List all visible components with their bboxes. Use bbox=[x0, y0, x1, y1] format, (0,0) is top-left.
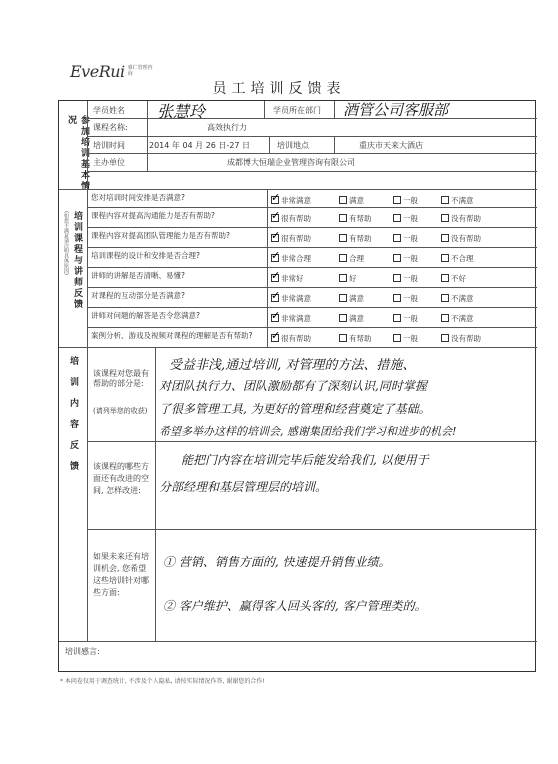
option-label: 很有帮助 bbox=[281, 234, 311, 243]
option-3-3[interactable] bbox=[393, 233, 418, 244]
option-4-3[interactable] bbox=[393, 253, 418, 264]
option-8-2[interactable] bbox=[339, 333, 372, 344]
option-label: 不满意 bbox=[451, 314, 474, 323]
checkbox[interactable] bbox=[441, 334, 449, 342]
checkbox[interactable] bbox=[339, 254, 347, 262]
answer3-line2: ② 客户维护、赢得客人回头客的, 客户管理类的。 bbox=[163, 599, 427, 613]
question-8: 案例分析、游戏及视频对课程的理解是否有帮助? bbox=[91, 331, 253, 340]
option-label: 满意 bbox=[349, 314, 364, 323]
option-3-4[interactable] bbox=[441, 233, 481, 244]
checkbox[interactable] bbox=[393, 314, 401, 322]
option-7-2[interactable] bbox=[339, 313, 364, 324]
question-4: 培训课程的设计和安排是否合理? bbox=[91, 251, 200, 260]
option-label: 没有帮助 bbox=[451, 214, 481, 223]
checkbox[interactable] bbox=[393, 334, 401, 342]
checkbox[interactable] bbox=[393, 254, 401, 262]
option-label: 一般 bbox=[403, 254, 418, 263]
answer2-line2: 分部经理和基层管理层的培训。 bbox=[159, 480, 328, 494]
question-3: 课程内容对提高团队管理能力是否有帮助? bbox=[91, 231, 230, 240]
option-6-1[interactable] bbox=[271, 293, 311, 304]
option-label: 有帮助 bbox=[349, 234, 372, 243]
checkbox[interactable] bbox=[441, 214, 449, 222]
option-label: 非常满意 bbox=[281, 314, 311, 323]
q2-text: 该课程的哪些方面还有改进的空间, 怎样改进: bbox=[93, 462, 149, 495]
option-7-1[interactable] bbox=[271, 313, 311, 324]
checkbox[interactable] bbox=[441, 314, 449, 322]
checkbox[interactable] bbox=[339, 214, 347, 222]
option-2-1[interactable] bbox=[271, 213, 311, 224]
dept-label: 学员所在部门 bbox=[273, 106, 321, 115]
checkbox[interactable] bbox=[271, 196, 279, 204]
option-label: 很有帮助 bbox=[281, 214, 311, 223]
option-label: 没有帮助 bbox=[451, 334, 481, 343]
checkbox[interactable] bbox=[393, 294, 401, 302]
option-2-2[interactable] bbox=[339, 213, 372, 224]
answer1-line3: 了很多管理工具, 为更好的管理和经营奠定了基础。 bbox=[159, 402, 431, 416]
question-1: 您对培训时间安排是否满意? bbox=[91, 193, 185, 202]
option-label: 满意 bbox=[349, 196, 364, 205]
answer1-line4: 希望多举办这样的培训会, 感谢集团给我们学习和进步的机会! bbox=[159, 425, 457, 438]
time-label: 培训时间 bbox=[93, 141, 125, 150]
q1-note: (请列举您的收获) bbox=[93, 407, 148, 415]
option-label: 有帮助 bbox=[349, 214, 372, 223]
option-label: 一般 bbox=[403, 274, 418, 283]
section1-label: 参加培训基本情况 bbox=[66, 115, 89, 192]
checkbox[interactable] bbox=[339, 334, 347, 342]
checkbox[interactable] bbox=[441, 294, 449, 302]
option-label: 有帮助 bbox=[349, 334, 372, 343]
feedback-form bbox=[58, 100, 536, 672]
option-2-4[interactable] bbox=[441, 213, 481, 224]
option-5-1[interactable] bbox=[271, 273, 304, 284]
option-6-2[interactable] bbox=[339, 293, 364, 304]
option-5-3[interactable] bbox=[393, 273, 418, 284]
answer1-line2: 对团队执行力、团队激励都有了深刻认识,同时掌握 bbox=[159, 379, 427, 393]
checkbox[interactable] bbox=[441, 196, 449, 204]
option-label: 一般 bbox=[403, 334, 418, 343]
answer1-line1: 受益非浅,通过培训, 对管理的方法、措施、 bbox=[169, 358, 416, 373]
student-name-label: 学员姓名 bbox=[93, 106, 125, 115]
option-2-3[interactable] bbox=[393, 213, 418, 224]
checkbox[interactable] bbox=[271, 214, 279, 222]
option-label: 非常满意 bbox=[281, 196, 311, 205]
course-value: 高效执行力 bbox=[207, 123, 247, 132]
option-4-1[interactable] bbox=[271, 253, 311, 264]
answer2-line1: 能把门内容在培训完毕后能发给我们, 以便用于 bbox=[181, 453, 429, 467]
dept-value: 酒管公司客服部 bbox=[343, 101, 449, 119]
option-label: 非常满意 bbox=[281, 294, 311, 303]
checkbox[interactable] bbox=[271, 334, 279, 342]
checkbox[interactable] bbox=[271, 274, 279, 282]
option-label: 不满意 bbox=[451, 294, 474, 303]
checkbox[interactable] bbox=[339, 314, 347, 322]
q3-text: 如果未来还有培训机会, 您希望这些培训针对哪些方面: bbox=[93, 552, 149, 597]
option-label: 一般 bbox=[403, 314, 418, 323]
option-label: 合理 bbox=[349, 254, 364, 263]
page-title: 员工培训反馈表 bbox=[212, 81, 346, 97]
option-label: 没有帮助 bbox=[451, 234, 481, 243]
checkbox[interactable] bbox=[393, 234, 401, 242]
section4-label: 培训感言: bbox=[65, 647, 100, 656]
option-label: 好 bbox=[349, 274, 357, 283]
option-label: 满意 bbox=[349, 294, 364, 303]
place-value: 重庆市天来大酒店 bbox=[359, 141, 423, 150]
checkbox[interactable] bbox=[339, 274, 347, 282]
answer3-line1: ① 营销、销售方面的, 快速提升销售业绩。 bbox=[163, 555, 391, 569]
question-6: 对课程的互动部分是否满意? bbox=[91, 291, 185, 300]
option-8-1[interactable] bbox=[271, 333, 311, 344]
option-label: 不好 bbox=[451, 274, 466, 283]
place-label: 培训地点 bbox=[277, 141, 309, 150]
checkbox[interactable] bbox=[441, 234, 449, 242]
option-label: 不合理 bbox=[451, 254, 474, 263]
option-5-2[interactable] bbox=[339, 273, 357, 284]
checkbox[interactable] bbox=[271, 234, 279, 242]
option-1-3[interactable] bbox=[393, 195, 418, 206]
section3-label: 培训内容反馈 bbox=[68, 356, 78, 482]
checkbox[interactable] bbox=[339, 196, 347, 204]
option-5-4[interactable] bbox=[441, 273, 466, 284]
section2-note: (如您不满意请注明具体原因) bbox=[63, 211, 69, 275]
time-value: 2014 年 04 月 26 日-27 日 bbox=[149, 141, 251, 150]
option-label: 一般 bbox=[403, 234, 418, 243]
option-label: 不满意 bbox=[451, 196, 474, 205]
checkbox[interactable] bbox=[271, 314, 279, 322]
checkbox[interactable] bbox=[393, 196, 401, 204]
checkbox[interactable] bbox=[339, 294, 347, 302]
checkbox[interactable] bbox=[339, 234, 347, 242]
option-8-3[interactable] bbox=[393, 333, 418, 344]
logo-brand: EveRui bbox=[70, 61, 125, 81]
question-2: 课程内容对提高沟通能力是否有帮助? bbox=[91, 211, 215, 220]
option-6-4[interactable] bbox=[441, 293, 474, 304]
organizer-value: 成都博大恒瑞企业管理咨询有限公司 bbox=[227, 158, 355, 167]
checkbox[interactable] bbox=[271, 254, 279, 262]
section2-label: 培训课程与讲师反馈 bbox=[72, 211, 82, 310]
option-4-4[interactable] bbox=[441, 253, 474, 264]
q1-text: 该课程对您最有帮助的部分是: bbox=[93, 369, 149, 388]
checkbox[interactable] bbox=[271, 294, 279, 302]
option-label: 很有帮助 bbox=[281, 334, 311, 343]
option-7-4[interactable] bbox=[441, 313, 474, 324]
course-label: 课程名称: bbox=[93, 123, 128, 132]
footer-note: * 本问卷仅用于调查统计, 不涉及个人隐私, 请按实际情况作答, 谢谢您的合作! bbox=[60, 678, 265, 685]
option-1-4[interactable] bbox=[441, 195, 474, 206]
option-label: 非常合理 bbox=[281, 254, 311, 263]
option-label: 一般 bbox=[403, 294, 418, 303]
checkbox[interactable] bbox=[441, 254, 449, 262]
option-6-3[interactable] bbox=[393, 293, 418, 304]
checkbox[interactable] bbox=[393, 214, 401, 222]
option-7-3[interactable] bbox=[393, 313, 418, 324]
option-3-2[interactable] bbox=[339, 233, 372, 244]
option-4-2[interactable] bbox=[339, 253, 364, 264]
option-1-1[interactable] bbox=[271, 195, 311, 206]
checkbox[interactable] bbox=[393, 274, 401, 282]
question-5: 讲师的讲解是否清晰、易懂? bbox=[91, 271, 185, 280]
option-3-1[interactable] bbox=[271, 233, 311, 244]
option-label: 非常好 bbox=[281, 274, 304, 283]
organizer-label: 主办单位 bbox=[93, 158, 125, 167]
option-label: 一般 bbox=[403, 214, 418, 223]
option-label: 一般 bbox=[403, 196, 418, 205]
question-7: 讲师对问题的解答是否令您满意? bbox=[91, 311, 200, 320]
student-name-value: 张慧玲 bbox=[157, 102, 206, 121]
logo-subtitle: 睿仁管理咨询 bbox=[127, 65, 153, 77]
option-8-4[interactable] bbox=[441, 333, 481, 344]
checkbox[interactable] bbox=[441, 274, 449, 282]
option-1-2[interactable] bbox=[339, 195, 364, 206]
